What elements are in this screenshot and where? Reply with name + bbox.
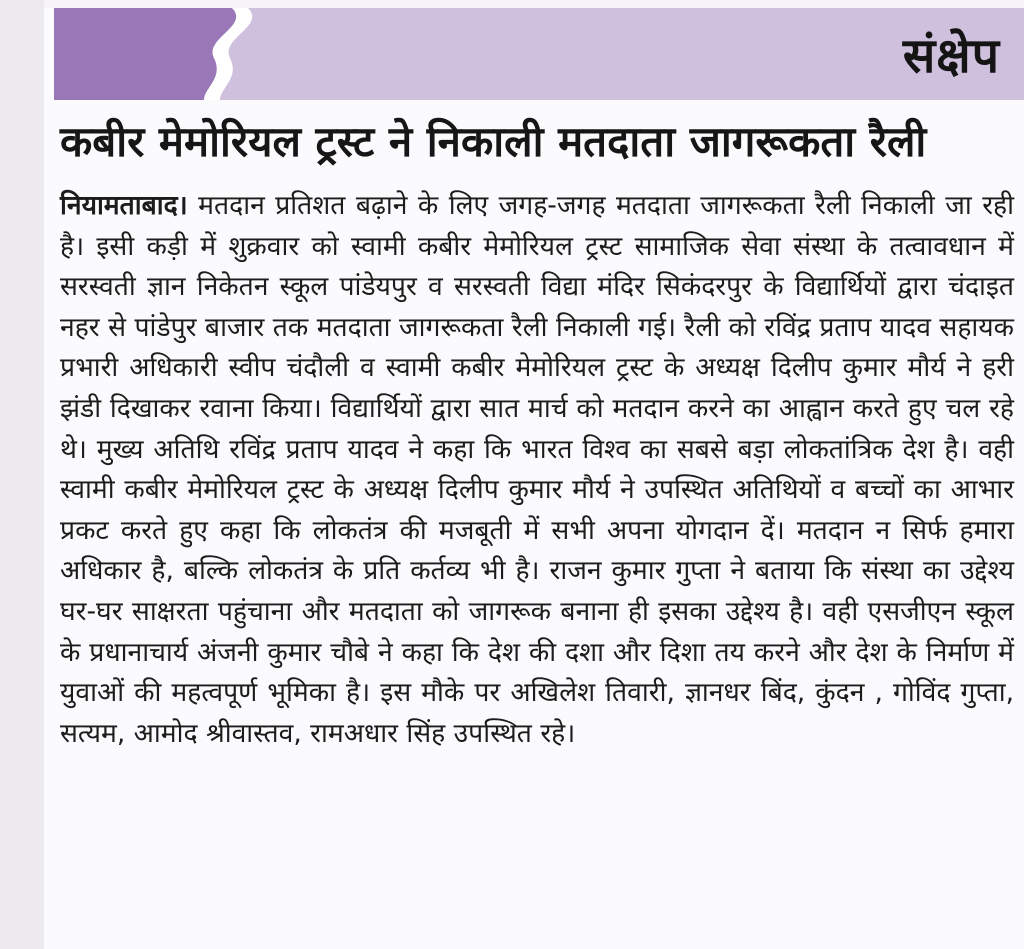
section-banner bbox=[54, 8, 1024, 100]
article-dateline: नियामताबाद। bbox=[60, 190, 188, 221]
article-headline: कबीर मेमोरियल ट्रस्ट ने निकाली मतदाता जागरूकता रैली bbox=[60, 117, 927, 166]
news-clipping bbox=[44, 8, 1024, 949]
banner-graphic bbox=[54, 8, 1024, 100]
section-label: संक्षेप bbox=[902, 28, 1000, 84]
article-body bbox=[60, 186, 1014, 754]
banner-dark-band bbox=[54, 8, 236, 100]
article-body-text: मतदान प्रतिशत बढ़ाने के लिए जगह-जगह मतदाता जागरूकता रैली निकाली जा रही है। इसी कड़ी में शुक्रवार को स्वामी कबीर मेमोरियल ट्रस्ट सामाजिक सेवा संस्था के तत्वावधान में सरस्वती ज्ञान निकेतन स्कूल पांडेयपुर व सरस्वती विद्या मंदिर सिकंदरपुर के विद्यार्थियों द्वारा चंदाइत नहर से पांडेपुर बाजार तक मतदाता जागरूकता रैली निकाली गई। रैली को रविंद्र प्रताप यादव सहायक प्रभारी अधिकारी स्वीप चंदौली व स्वामी कबीर मेमोरियल ट्रस्ट के अध्यक्ष दिलीप कुमार मौर्य ने हरी झंडी दिखाकर रवाना किया। विद्यार्थियों द्वारा सात मार्च को मतदान करने का आह्वान करते हुए चल रहे थे। मुख्य अतिथि रविंद्र प्रताप यादव ने कहा कि भारत विश्व का सबसे बड़ा लोकतांत्रिक देश है। वही स्वामी कबीर मेमोरियल ट्रस्ट के अध्यक्ष दिलीप कुमार मौर्य ने उपस्थित अतिथियों व बच्चों का आभार प्रकट करते हुए कहा कि लोकतंत्र की मजबूती में सभी अपना योगदान दें। मतदान न सिर्फ हमारा अधिकार है, बल्कि लोकतंत्र के प्रति कर्तव्य भी है। राजन कुमार गुप्ता ने बताया कि संस्था का उद्देश्य घर-घर साक्षरता पहुंचाना और मतदाता को जागरूक बनाना ही इसका उद्देश्य है। वही एसजीएन स्कूल के प्रधानाचार्य अंजनी कुमार चौबे ने कहा कि देश की दशा और दिशा तय करने और देश के निर्माण में युवाओं की महत्वपूर्ण भूमिका है। इस मौके पर अखिलेश तिवारी, ज्ञानधर बिंद, कुंदन , गोविंद गुप्ता, सत्यम, आमोद श्रीवास्तव, रामअधार सिंह उपस्थित रहे। bbox=[60, 190, 1015, 749]
page-margin bbox=[0, 0, 44, 949]
